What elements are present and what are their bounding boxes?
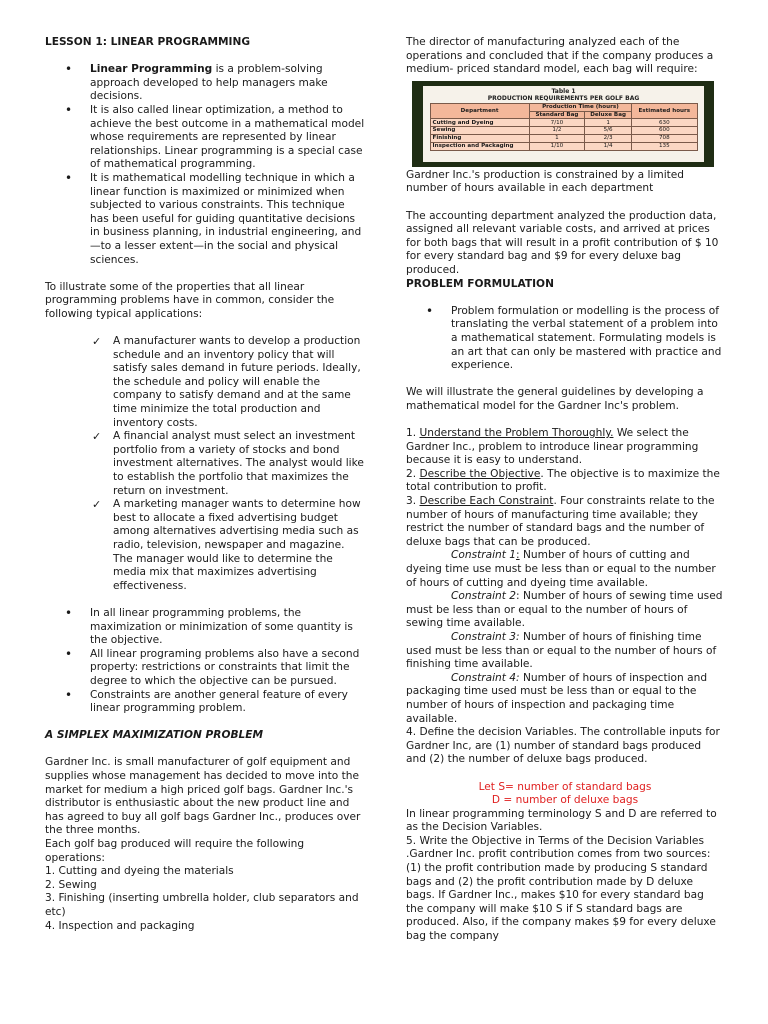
application-item: ✓ A manufacturer wants to develop a production schedule and an inventory policy that will satisfy sales demand in future periods. Ideally, the schedule and policy will enable the company to satisfy demand and at the same time minimize the total production and inventory costs.: [45, 335, 365, 430]
table-row: Cutting and Dyeing 7/10 1 630: [430, 119, 697, 127]
illustrate-guidelines: We will illustrate the general guidelines by developing a mathematical model for the Gardner Inc's problem.: [406, 386, 704, 412]
terminology-text: In linear programming terminology S and D are referred to as the Decision Variables.: [406, 807, 717, 834]
production-table: [430, 103, 698, 151]
simplex-heading: A SIMPLEX MAXIMIZATION PROBLEM: [45, 729, 264, 742]
table-caption: PRODUCTION REQUIREMENTS PER GOLF BAG: [487, 94, 640, 102]
production-table-image: [412, 81, 714, 167]
constraint-3: Constraint 3: Number of hours of finishing time used must be less than or equal to the number of hours of finishing time available.: [406, 630, 717, 671]
property-item: • All linear programing problems also have a second property: restrictions or constraints that limit the degree to which the objective can be pursued.: [45, 648, 365, 689]
definition-item: • Linear Programming is a problem-solving approach developed to help managers make decisions.: [45, 63, 365, 104]
properties-list: [45, 607, 365, 716]
step-2: 2. Describe the Objective. The objective is to maximize the total contribution to profit.: [406, 467, 720, 494]
illustrate-intro: To illustrate some of the properties that all linear programming problems have in common, consider the following typical applications:: [45, 280, 335, 320]
step-1: 1. Understand the Problem Thoroughly. We select the Gardner Inc., problem to introduce linear programming because it is easy to understand.: [406, 427, 699, 467]
problem-heading: PROBLEM FORMULATION: [406, 277, 554, 290]
director-text: The director of manufacturing analyzed each of the operations and concluded that if the company produces a medium- priced standard model, each bag will require:: [406, 36, 714, 76]
accounting-text: The accounting department analyzed the production data, assigned all relevant variable costs, and arrived at prices for both bags that will result in a profit contribution of $ 10 for every standard bag and $9 for every deluxe bag produced.: [406, 209, 719, 276]
let-s-definition: Let S= number of standard bags: [478, 780, 652, 793]
operation-item: 1. Cutting and dyeing the materials: [45, 865, 234, 878]
let-d-definition: D = number of deluxe bags: [491, 794, 639, 807]
left-column: [45, 36, 365, 933]
step-4: 4. Define the decision Variables. The controllable inputs for Gardner Inc, are (1) number of standard bags produced and (2) the number of deluxe bags produced.: [406, 726, 720, 766]
step-5: 5. Write the Objective in Terms of the Decision Variables .Gardner Inc. profit contribution comes from two sources: (1) the profit contribution made by producing S standard bags and (2) the profit contribution made by D deluxe bags. If Gardner Inc., makes $10 for every standard bag the company will make $10 S if S standard bags are produced. Also, if the company makes $9 for every deluxe bag the company: [406, 834, 716, 943]
header-department: Department: [430, 103, 529, 119]
table-row: Inspection and Packaging 1/10 1/4 135: [430, 142, 697, 150]
definition-item: • It is also called linear optimization, a method to achieve the best outcome in a mathematical model whose requirements are represented by linear relationships. Linear programming is a special case of mathematical programming.: [45, 104, 365, 172]
header-estimated-hours: Estimated hours: [632, 103, 697, 119]
gardner-intro: Gardner Inc. is small manufacturer of golf equipment and supplies whose management has decided to move into the market for medium a high priced golf bags. Gardner Inc.'s distributor is enthusiastic about the new product line and has agreed to buy all golf bags Gardner Inc., produces over the three months.: [45, 756, 361, 837]
constraint-1: Constraint 1: Number of hours of cutting and dyeing time use must be less than or equal to the number of hours of cutting and dyeing time available.: [406, 549, 716, 589]
header-production-time: Production Time (hours): [529, 103, 631, 111]
header-standard: Standard Bag: [529, 111, 584, 119]
application-item: ✓ A marketing manager wants to determine how best to allocate a fixed advertising budget among alternatives advertising media such as radio, television, newspaper and magazine. The manager would like to determine the media mix that maximizes advertising effectiveness.: [45, 498, 365, 593]
operations-intro: Each golf bag produced will require the following operations:: [45, 838, 305, 864]
formulation-list: [406, 305, 724, 373]
table-row: Sewing 1/2 5/6 600: [430, 127, 697, 135]
property-item: • In all linear programming problems, the maximization or minimization of some quantity is the objective.: [45, 607, 365, 648]
definition-item: • It is mathematical modelling technique in which a linear function is maximized or minimized when subjected to various constraints. This technique has been useful for guiding quantitative decisions in business planning, in industrial engineering, and—to a lesser extent—in the social and physical sciences.: [45, 172, 365, 267]
formulation-item: • Problem formulation or modelling is the process of translating the verbal statement of a problem into a mathematical statement. Formulating models is an art that can only be mastered with practice and experience.: [406, 305, 724, 373]
property-item: • Constraints are another general feature of every linear programming problem.: [45, 689, 365, 716]
step-3: 3. Describe Each Constraint. Four constraints relate to the number of hours of manufacturing time available; they restrict the number of standard bags and the number of deluxe bags that can be produced.: [406, 495, 715, 548]
definition-list: [45, 63, 365, 267]
constrained-text: Gardner Inc.'s production is constrained by a limited number of hours available in each department: [406, 168, 685, 195]
operation-item: 4. Inspection and packaging: [45, 919, 195, 932]
table-row: Finishing 1 2/3 708: [430, 134, 697, 142]
right-column: [406, 36, 724, 944]
table-caption: Table 1: [551, 87, 576, 95]
constraint-2: Constraint 2: Number of hours of sewing time used must be less than or equal to the number of hours of sewing time available.: [406, 590, 723, 630]
operation-item: 3. Finishing (inserting umbrella holder, club separators and etc): [45, 892, 359, 918]
applications-list: [45, 335, 365, 593]
application-item: ✓ A financial analyst must select an investment portfolio from a variety of stocks and bond investment alternatives. The analyst would like to establish the portfolio that maximizes the return on investment.: [45, 430, 365, 498]
header-deluxe: Deluxe Bag: [585, 111, 632, 119]
operation-item: 2. Sewing: [45, 878, 97, 891]
constraint-4: Constraint 4: Number of hours of inspection and packaging time used must be less than or equal to the number of hours of inspection and packaging time available.: [406, 671, 708, 725]
lesson-title: LESSON 1: LINEAR PROGRAMMING: [45, 36, 251, 48]
